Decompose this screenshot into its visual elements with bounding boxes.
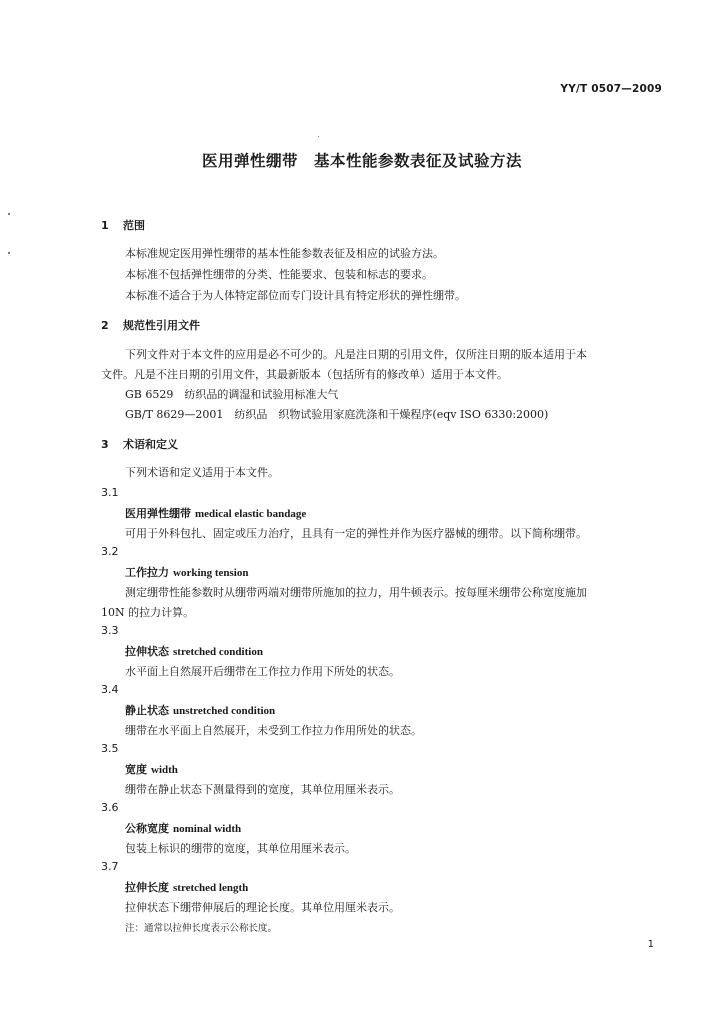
term-heading: 静止状态 unstretched condition [125,704,276,717]
term-definition: 测定绷带性能参数时从绷带两端对绷带所施加的拉力，用牛顿表示。按每厘米绷带公称宽度施加 [125,586,587,599]
scope-paragraph: 本标准规定医用弹性绷带的基本性能参数表征及相应的试验方法。 [125,247,444,260]
term-heading: 拉伸状态 stretched condition [125,645,263,658]
term-number: 3.4 [101,683,119,696]
references-paragraph-line2: 文件。凡是不注日期的引用文件，其最新版本（包括所有的修改单）适用于本文件。 [101,368,508,381]
term-definition: 绷带在水平面上自然展开，未受到工作拉力作用所处的状态。 [125,724,422,737]
section-3-heading: 3 术语和定义 [101,438,178,451]
section-1-heading: 1 范围 [101,219,145,232]
term-heading: 宽度 width [125,763,178,776]
scan-speck [318,136,319,137]
definitions-intro: 下列术语和定义适用于本文件。 [125,466,279,479]
scope-paragraph: 本标准不适合于为人体特定部位而专门设计具有特定形状的弹性绷带。 [125,289,466,302]
scan-speck [8,213,10,215]
term-definition: 水平面上自然展开后绷带在工作拉力作用下所处的状态。 [125,665,400,678]
term-definition: 可用于外科包扎、固定或压力治疗，且具有一定的弹性并作为医疗器械的绷带。以下简称绷带。 [125,527,587,540]
page-number: 1 [647,939,654,950]
term-number: 3.3 [101,624,119,637]
reference-item: GB 6529 纺织品的调湿和试验用标准大气 [125,388,339,401]
term-definition: 绷带在静止状态下测量得到的宽度，其单位用厘米表示。 [125,783,400,796]
standard-code: YY/T 0507—2009 [560,83,662,95]
references-paragraph-line1: 下列文件对于本文件的应用是必不可少的。凡是注日期的引用文件，仅所注日期的版本适用于本 [125,348,587,361]
title-part1: 医用弹性绷带 [201,152,298,170]
scan-speck [8,252,10,254]
scope-paragraph: 本标准不包括弹性绷带的分类、性能要求、包装和标志的要求。 [125,268,433,281]
term-heading: 公称宽度 nominal width [125,822,242,835]
term-number: 3.6 [101,801,119,814]
term-note: 注：通常以拉伸长度表示公称长度。 [125,923,278,934]
reference-item: GB/T 8629—2001 纺织品 织物试验用家庭洗涤和干燥程序(eqv ISO 6330:2000) [125,408,549,421]
term-definition: 拉伸状态下绷带伸展后的理论长度。其单位用厘米表示。 [125,901,400,914]
term-number: 3.2 [101,545,119,558]
document-title [0,149,724,171]
term-definition-continued: 10N 的拉力计算。 [101,606,195,619]
section-2-heading: 2 规范性引用文件 [101,319,200,332]
term-heading: 拉伸长度 stretched length [125,881,249,894]
term-number: 3.1 [101,486,119,499]
term-definition: 包装上标识的绷带的宽度，其单位用厘米表示。 [125,842,356,855]
term-number: 3.5 [101,742,119,755]
term-heading: 医用弹性绷带 medical elastic bandage [125,507,307,520]
term-heading: 工作拉力 working tension [125,566,249,579]
term-number: 3.7 [101,860,119,873]
title-part2: 基本性能参数表征及试验方法 [314,152,523,170]
